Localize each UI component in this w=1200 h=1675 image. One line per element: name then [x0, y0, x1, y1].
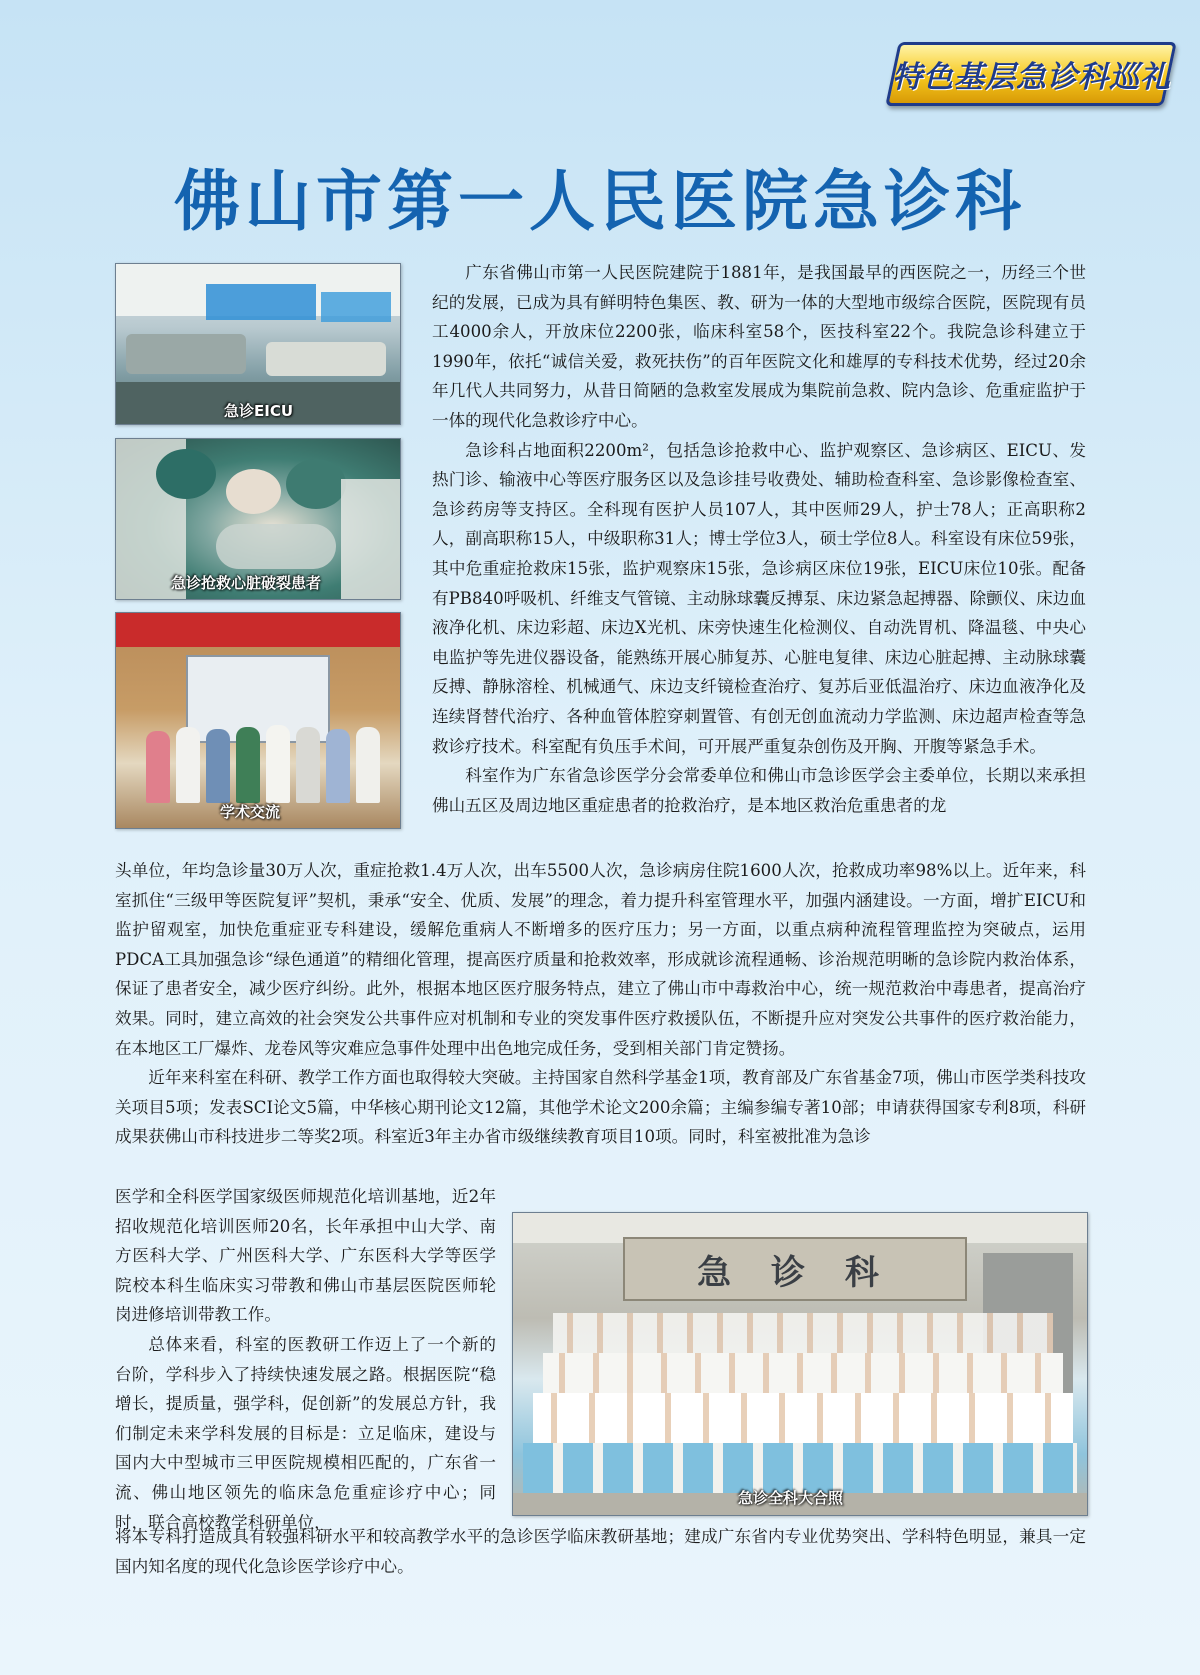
article-paragraph-research: 近年来科室在科研、教学工作方面也取得较大突破。主持国家自然科学基金1项，教育部及广东省基金7项，佛山市医学类科技攻关项目5项；发表SCI论文5篇，中华核心期刊论文12篇，其他学术论文200余篇；主编参编专著10部；申请获得国家专利8项，科研成果获佛山市科技进步二等奖2项。科室近3年主办省市级继续教育项目10项。同时，科室被批准为急诊 — [115, 1068, 1086, 1147]
article-paragraph-facilities: 急诊科占地面积2200m²，包括急诊抢救中心、监护观察区、急诊病区、EICU、发热门诊、输液中心等医疗服务区以及急诊挂号收费处、辅助检查科室、急诊影像检查室、急诊药房等支持区。全科现有医护人员107人，其中医师29人，护士78人；正高职称2人，副高职称15人，中级职称31人；博士学位3人，硕士学位8人。科室设有床位59张，其中危重症抢救床15张，监护观察床15张，急诊病区床位19张，EICU床位10张。配备有PB840呼吸机、纤维支气管镜、主动脉球囊反搏泵、床边紧急起搏器、除颤仪、床边血液净化机、床边彩超、床边X光机、床旁快速生化检测仪、自动洗胃机、降温毯、中央心电监护等先进仪器设备，能熟练开展心肺复苏、心脏电复律、床边心脏起搏、主动脉球囊反搏、静脉溶栓、机械通气、床边支纤镜检查治疗、复苏后亚低温治疗、床边血液净化及连续肾替代治疗、各种血管体腔穿刺置管、有创无创血流动力学监测、床边超声检查等急救诊疗技术。科室配有负压手术间，可开展严重复杂创伤及开胸、开腹等紧急手术。 — [432, 440, 1086, 756]
article-text-middle — [115, 856, 1086, 1152]
academic-exchange-photo — [115, 612, 401, 829]
page-title: 佛山市第一人民医院急诊科 — [174, 163, 1026, 240]
surgery-photo-caption: 急诊抢救心脏破裂患者 — [171, 574, 322, 592]
group-photo-caption: 急诊全科大合照 — [738, 1489, 844, 1507]
article-paragraph-outlook-lead: 总体来看，科室的医教研工作迈上了一个新的台阶，学科步入了持续快速发展之路。根据医院“稳增长，提质量，强学科，促创新”的发展总方针，我们制定未来学科发展的目标是：立足临床，建设与国内大中型城市三甲医院规模相匹配的，广东省一流、佛山地区领先的临床急危重症诊疗中心；同时，联合高校教学科研单位， — [115, 1334, 496, 1532]
department-sign: 急 诊 科 — [697, 1252, 893, 1293]
article-text-top — [432, 258, 1086, 820]
department-group-photo — [512, 1212, 1088, 1516]
eicu-photo — [115, 263, 401, 425]
article-paragraph-role-lead: 科室作为广东省急诊医学分会常委单位和佛山市急诊医学会主委单位，长期以来承担佛山五区及周边地区重症患者的抢救治疗，是本地区救治危重患者的龙 — [432, 766, 1086, 815]
article-paragraph-training: 医学和全科医学国家级医师规范化培训基地，近2年招收规范化培训医师20名，长年承担中山大学、南方医科大学、广州医科大学、广东医科大学等医学院校本科生临床实习带教和佛山市基层医院医师轮岗进修培训带教工作。 — [115, 1187, 496, 1325]
article-text-lower-left — [115, 1182, 496, 1537]
article-text-bottom — [115, 1522, 1086, 1581]
article-paragraph-role-rest: 头单位，年均急诊量30万人次，重症抢救1.4万人次，出车5500人次，急诊病房住院1600人次，抢救成功率98%以上。近年来，科室抓住“三级甲等医院复评”契机，秉承“安全、优质、发展”的理念，着力提升科室管理水平，加强内涵建设。一方面，增扩EICU和监护留观室，加快危重症亚专科建设，缓解危重病人不断增多的医疗压力；另一方面，以重点病种流程管理监控为突破点，运用PDCA工具加强急诊“绿色通道”的精细化管理，提高医疗质量和抢救效率，形成就诊流程通畅、诊治规范明晰的急诊院内救治体系，保证了患者安全，减少医疗纠纷。此外，根据本地区医疗服务特点，建立了佛山市中毒救治中心，统一规范救治中毒患者，提高治疗效果。同时，建立高效的社会突发公共事件应对机制和专业的突发事件医疗救援队伍，不断提升应对突发公共事件的医疗救治能力，在本地区工厂爆炸、龙卷风等灾难应急事件处理中出色地完成任务，受到相关部门肯定赞扬。 — [115, 861, 1086, 1058]
section-banner-label: 特色基层急诊科巡礼 — [891, 60, 1171, 95]
academic-exchange-caption: 学术交流 — [220, 803, 281, 821]
surgery-photo — [115, 438, 401, 600]
eicu-photo-caption: 急诊EICU — [224, 402, 294, 420]
article-paragraph-history: 广东省佛山市第一人民医院建院于1881年，是我国最早的西医院之一，历经三个世纪的发展，已成为具有鲜明特色集医、教、研为一体的大型地市级综合医院，医院现有员工4000余人，开放床位2200张，临床科室58个，医技科室22个。我院急诊科建立于1990年，依托“诚信关爱，救死扶伤”的百年医院文化和雄厚的专科技术优势，经过20余年几代人共同努力，从昔日简陋的急救室发展成为集院前急救、院内急诊、危重症监护于一体的现代化急救诊疗中心。 — [432, 263, 1086, 430]
article-paragraph-outlook-rest: 将本专科打造成具有较强科研水平和较高教学水平的急诊医学临床教研基地；建成广东省内专业优势突出、学科特色明显，兼具一定国内知名度的现代化急诊医学诊疗中心。 — [115, 1527, 1086, 1576]
section-banner — [885, 42, 1177, 106]
